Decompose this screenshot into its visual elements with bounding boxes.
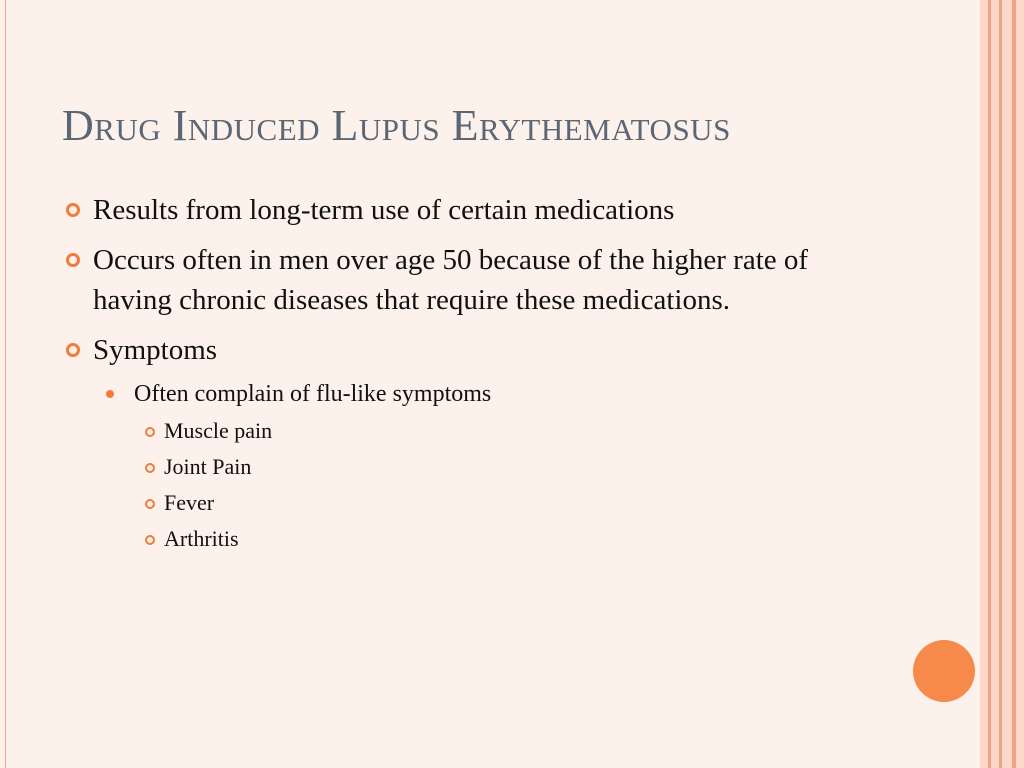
slide-title: Drug Induced Lupus Erythematosus — [62, 101, 731, 150]
ring-bullet-icon — [66, 253, 80, 267]
bullet-item — [63, 330, 883, 370]
decorative-circle — [913, 640, 975, 702]
ring-bullet-icon — [145, 463, 155, 473]
right-frame-line — [999, 0, 1002, 768]
symptom-text: Joint Pain — [164, 454, 252, 479]
symptom-text: Muscle pain — [164, 418, 273, 443]
sub-bullet-text: Often complain of flu-like symptoms — [134, 381, 492, 407]
bullet-text: Results from long-term use of certain medications — [93, 194, 675, 226]
bullet-text: Symptoms — [93, 334, 218, 366]
right-frame-line — [988, 0, 991, 768]
right-frame-band — [980, 0, 1024, 768]
ring-bullet-icon — [145, 535, 155, 545]
dot-bullet-icon — [106, 390, 114, 398]
ring-bullet-icon — [145, 499, 155, 509]
bullet-list — [63, 190, 883, 560]
ring-bullet-icon — [145, 427, 155, 437]
bullet-item — [63, 240, 883, 320]
symptom-item — [143, 524, 883, 554]
symptom-text: Fever — [164, 490, 215, 515]
left-frame-line — [5, 0, 6, 768]
symptom-item — [143, 416, 883, 446]
bullet-item — [63, 190, 883, 230]
symptom-text: Arthritis — [164, 526, 239, 551]
symptom-item — [143, 452, 883, 482]
ring-bullet-icon — [66, 203, 80, 217]
right-frame-line — [1012, 0, 1016, 768]
sub-bullet-item — [103, 378, 883, 410]
bullet-text: Occurs often in men over age 50 because of the higher rate of having chronic diseases that require these medications. — [93, 244, 809, 316]
ring-bullet-icon — [66, 343, 80, 357]
symptom-item — [143, 488, 883, 518]
